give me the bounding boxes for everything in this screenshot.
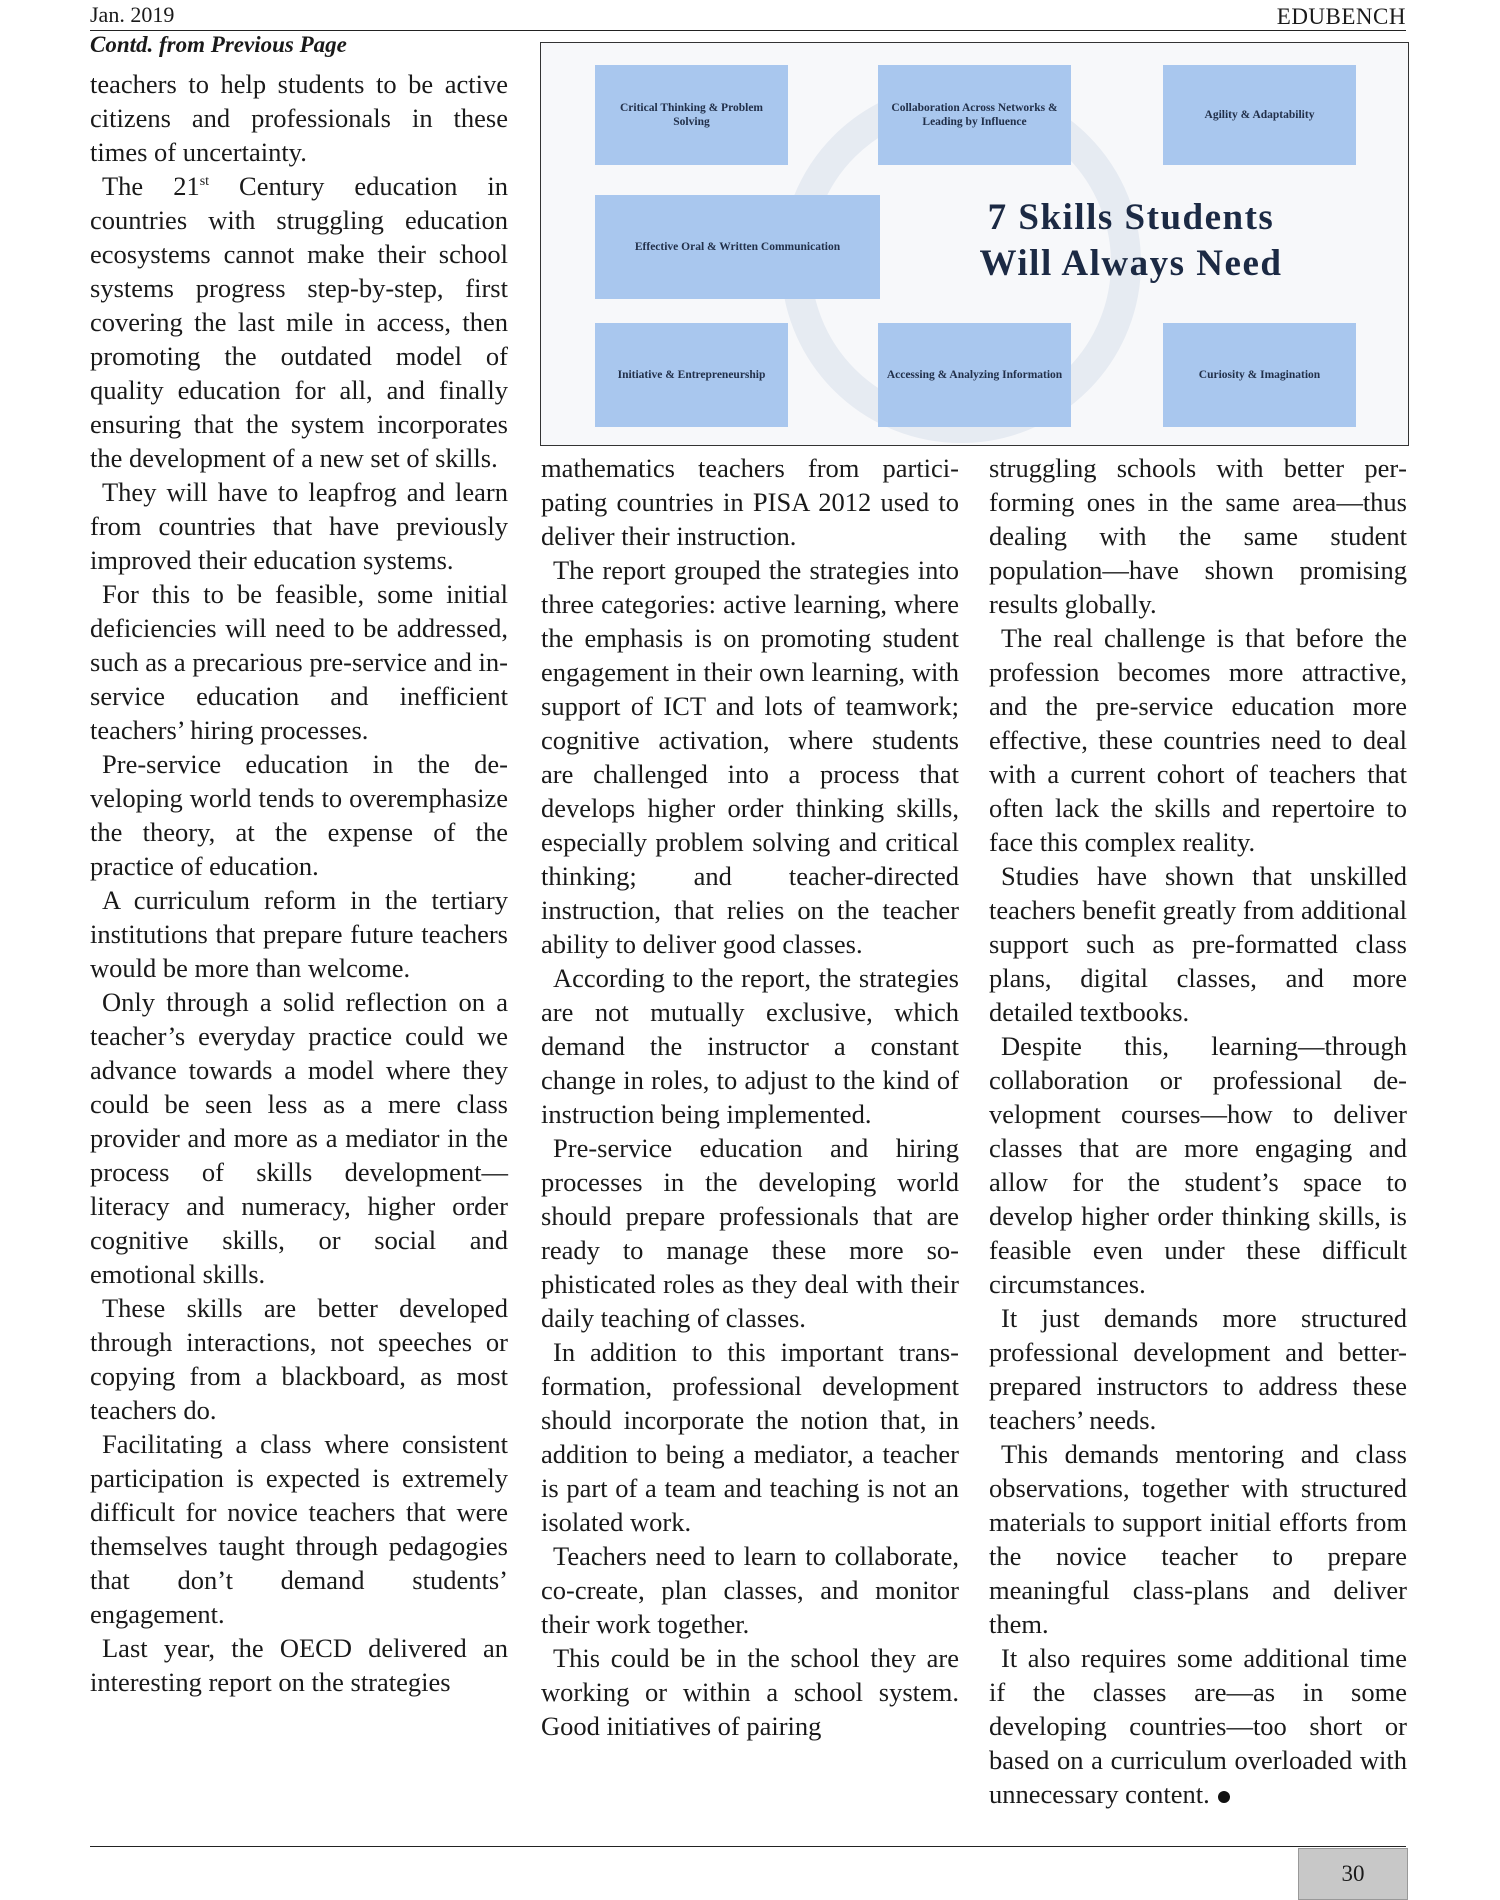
publication-name: EDUBENCH bbox=[1276, 4, 1406, 29]
paragraph: teachers to help students to be active citizens and professionals in these times of uncertainty. bbox=[90, 69, 508, 167]
skills-figure bbox=[540, 42, 1409, 446]
paragraph: Studies have shown that unskilled teachers benefit greatly from additional support such as pre-formatted class plans, digital classes, and more detailed textbooks. bbox=[989, 861, 1407, 1027]
article-column-1 bbox=[90, 67, 508, 1699]
skill-box: Effective Oral & Written Communication bbox=[595, 195, 880, 299]
continued-label: Contd. from Previous Page bbox=[90, 32, 347, 57]
article-column-2 bbox=[541, 451, 959, 1743]
paragraph: The report grouped the strategies into three categories: active learning, where the emphasis is on promoting student engagement in their own learning, with support of ICT and lots of teamwork; cognitive activation, where students are challenged into a process that develops higher order thinking skills, especially problem solving and critical thinking; and teacher-directed instruction, that relies on the teacher ability to deliver good classes. bbox=[541, 555, 959, 959]
skill-box: Critical Thinking & Problem Solving bbox=[595, 65, 788, 165]
footer-rule bbox=[90, 1846, 1406, 1847]
skill-box: Curiosity & Imagination bbox=[1163, 323, 1356, 427]
skill-box: Initiative & Entrepreneurship bbox=[595, 323, 788, 427]
paragraph: Only through a solid reflection on a teacher’s everyday practice could we advance towards a model where they could be seen less as a mere class provider and more as a mediator in the process of skills development—literacy and numeracy, higher order cognitive skills, or social and emotional skills. bbox=[90, 987, 508, 1289]
paragraph: In addition to this important transformation, professional development should incorporate the notion that, in addition to being a mediator, a teacher is part of a team and teaching is not an isolated work. bbox=[541, 1337, 959, 1537]
text-span: It also requires some additional time if the classes are—as in some developing countries—too short or based on a curriculum overloaded with unnecessary content. bbox=[989, 1643, 1407, 1809]
header-rule bbox=[90, 30, 1406, 31]
skill-box: Agility & Adaptability bbox=[1163, 65, 1356, 165]
skill-box: Collaboration Across Networks & Leading by Influence bbox=[878, 65, 1071, 165]
figure-title bbox=[921, 195, 1341, 287]
paragraph: Pre-service education and hiring processes in the developing world should prepare professionals that are ready to manage these more sophisticated roles as they deal with their daily teaching of classes. bbox=[541, 1133, 959, 1333]
paragraph: This demands mentoring and class observations, together with structured materials to support initial efforts from the novice teacher to prepare meaningful class-plans and deliver them. bbox=[989, 1439, 1407, 1639]
page-number: 30 bbox=[1298, 1848, 1408, 1900]
figure-title-line: 7 Skills Students bbox=[987, 197, 1275, 238]
skill-box: Accessing & Analyzing Information bbox=[878, 323, 1071, 427]
end-bullet-icon bbox=[1218, 1791, 1230, 1803]
paragraph: struggling schools with better performing ones in the same area—thus dealing with the same student population—have shown promising results globally. bbox=[989, 453, 1407, 619]
paragraph: Last year, the OECD delivered an interesting report on the strategies bbox=[90, 1633, 508, 1697]
paragraph: mathematics teachers from participating countries in PISA 2012 used to deliver their instruction. bbox=[541, 453, 959, 551]
superscript: st bbox=[199, 174, 210, 190]
issue-date: Jan. 2019 bbox=[90, 2, 175, 27]
paragraph: They will have to leapfrog and learn from countries that have previously improved their education systems. bbox=[90, 477, 508, 575]
paragraph: It just demands more structured professional development and better-prepared instructors to address these teachers’ needs. bbox=[989, 1303, 1407, 1435]
paragraph: Pre-service education in the developing world tends to overemphasize the theory, at the expense of the practice of education. bbox=[90, 749, 508, 881]
paragraph: Facilitating a class where consistent participation is expected is extremely difficult for novice teachers that were themselves taught through pedagogies that don’t demand students’ engagement. bbox=[90, 1429, 508, 1629]
paragraph: Despite this, learning—through collaboration or professional development courses—how to deliver classes that are more engaging and allow for the student’s space to develop higher order thinking skills, is feasible even under these difficult circumstances. bbox=[989, 1031, 1407, 1299]
paragraph: These skills are better developed through interactions, not speeches or copying from a blackboard, as most teachers do. bbox=[90, 1293, 508, 1425]
figure-title-line: Will Always Need bbox=[979, 243, 1283, 284]
text-span: Century education in countries with struggling education ecosystems cannot make their school systems progress step-by-step, first covering the last mile in access, then promoting the outdated model of quality education for all, and finally ensuring that the system incorporates the development of a new set of skills. bbox=[90, 171, 508, 473]
paragraph: This could be in the school they are working or within a school system. Good initiatives of pairing bbox=[541, 1643, 959, 1741]
paragraph: Teachers need to learn to collaborate, co-create, plan classes, and monitor their work together. bbox=[541, 1541, 959, 1639]
article-column-3 bbox=[989, 451, 1407, 1811]
paragraph: A curriculum reform in the tertiary institutions that prepare future teachers would be more than welcome. bbox=[90, 885, 508, 983]
paragraph: According to the report, the strategies are not mutually exclusive, which demand the instructor a constant change in roles, to adjust to the kind of instruction being implemented. bbox=[541, 963, 959, 1129]
paragraph bbox=[90, 169, 508, 475]
paragraph: The real challenge is that before the profession becomes more attractive, and the pre-service education more effective, these countries need to deal with a current cohort of teachers that often lack the skills and repertoire to face this complex reality. bbox=[989, 623, 1407, 857]
text-span: The 21 bbox=[102, 171, 200, 201]
paragraph: For this to be feasible, some initial deficiencies will need to be addressed, such as a precarious pre-service and in-service education and inefficient teachers’ hiring processes. bbox=[90, 579, 508, 745]
paragraph bbox=[989, 1641, 1407, 1811]
